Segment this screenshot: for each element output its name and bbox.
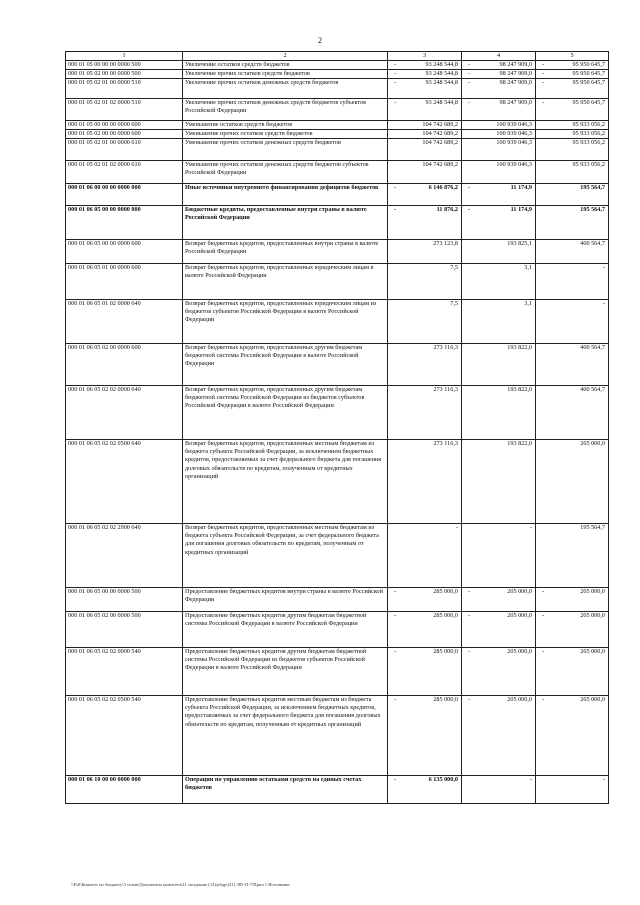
amount-cell: 95 933 056,2 <box>536 130 609 139</box>
description-cell: Бюджетные кредиты, предоставленные внутри страны в валюте Российской Федерации <box>183 206 388 240</box>
table-row <box>66 61 609 70</box>
table-body <box>66 61 609 804</box>
amount-cell: - 6 146 876,2 <box>388 184 462 206</box>
description-cell: Операции по управлению остатками средств на единых счетах бюджетов <box>183 776 388 804</box>
column-header: 2 <box>183 52 388 61</box>
amount-cell: - 6 135 000,0 <box>388 776 462 804</box>
description-cell: Предоставление бюджетных кредитов другим бюджетам бюджетной системы Российской Федерации в валюте Российской Федерации <box>183 612 388 648</box>
amount-cell: 104 742 689,2 <box>388 130 462 139</box>
description-cell: Увеличение прочих остатков денежных средств бюджетов субъектов Российской Федерации <box>183 99 388 121</box>
amount-cell: - <box>462 776 536 804</box>
budget-code-cell: 000 01 06 05 00 00 0000 500 <box>66 588 183 612</box>
amount-cell: 7,5 <box>388 264 462 300</box>
amount-cell: - 11 174,9 <box>462 184 536 206</box>
budget-code-cell: 000 01 06 05 02 02 0000 640 <box>66 386 183 440</box>
amount-cell: 95 933 056,2 <box>536 139 609 161</box>
column-header: 3 <box>388 52 462 61</box>
amount-cell: - 205 000,0 <box>536 696 609 776</box>
description-cell: Возврат бюджетных кредитов, предоставленных местным бюджетам из бюджета субъекта Российской Федерации, за исключением бюджетных кредитов, предоставляемых за счет федерального бюджета для погашения долговых обязательств по кредитам, полученным от кредитных организаций <box>183 440 388 524</box>
amount-cell: - 93 248 544,8 <box>388 61 462 70</box>
budget-code-cell: 000 01 06 05 01 02 0000 640 <box>66 300 183 344</box>
column-header: 5 <box>536 52 609 61</box>
amount-cell: - 285 000,0 <box>388 696 462 776</box>
budget-code-cell: 000 01 05 00 00 00 0000 500 <box>66 61 183 70</box>
amount-cell: - 205 000,0 <box>536 612 609 648</box>
table-row <box>66 696 609 776</box>
amount-cell: - 205 000,0 <box>462 648 536 696</box>
table-row <box>66 99 609 121</box>
amount-cell: - <box>388 524 462 588</box>
column-header: 4 <box>462 52 536 61</box>
amount-cell: 7,5 <box>388 300 462 344</box>
budget-code-cell: 000 01 06 10 00 00 0000 000 <box>66 776 183 804</box>
budget-code-cell: 000 01 05 02 00 00 0000 500 <box>66 70 183 79</box>
table-row <box>66 386 609 440</box>
amount-cell: 193 822,0 <box>462 344 536 386</box>
budget-code-cell: 000 01 06 05 02 02 0500 540 <box>66 696 183 776</box>
table-row <box>66 206 609 240</box>
amount-cell: 100 939 046,3 <box>462 130 536 139</box>
amount-cell: - 98 247 909,0 <box>462 99 536 121</box>
table-row <box>66 300 609 344</box>
amount-cell: - 205 000,0 <box>462 612 536 648</box>
amount-cell: 195 564,7 <box>536 524 609 588</box>
budget-code-cell: 000 01 06 05 00 00 0000 600 <box>66 240 183 264</box>
amount-cell: 100 939 046,3 <box>462 139 536 161</box>
description-cell: Предоставление бюджетных кредитов местным бюджетам из бюджета субъекта Российской Федерации, за исключением бюджетных кредитов, предоставляемых за счет федерального бюджета для погашения долговых обязательств по кредитам, полученным от кредитных организаций <box>183 696 388 776</box>
amount-cell: 205 000,0 <box>536 440 609 524</box>
amount-cell: - <box>462 524 536 588</box>
amount-cell: - <box>536 776 609 804</box>
description-cell: Возврат бюджетных кредитов, предоставленных юридическим лицам из бюджетов субъектов Российской Федерации в валюте Российской Федерации <box>183 300 388 344</box>
description-cell: Предоставление бюджетных кредитов другим бюджетам бюджетной системы Российской Федерации из бюджетов субъектов Российской Федерации в валюте Российской Федерации <box>183 648 388 696</box>
description-cell: Предоставление бюджетных кредитов внутри страны в валюте Российской Федерации <box>183 588 388 612</box>
table-row <box>66 184 609 206</box>
amount-cell: 400 564,7 <box>536 344 609 386</box>
amount-cell: 193 825,1 <box>462 240 536 264</box>
sources-table <box>65 51 609 804</box>
amount-cell: - 93 248 544,8 <box>388 79 462 99</box>
amount-cell: 195 564,7 <box>536 206 609 240</box>
amount-cell: 400 564,7 <box>536 386 609 440</box>
table-row <box>66 344 609 386</box>
amount-cell: 95 933 056,2 <box>536 121 609 130</box>
description-cell: Увеличение прочих остатков средств бюджетов <box>183 70 388 79</box>
amount-cell: - 285 000,0 <box>388 648 462 696</box>
amount-cell: 104 742 689,2 <box>388 121 462 130</box>
page-number: 2 <box>318 36 322 45</box>
amount-cell: - 11 174,9 <box>462 206 536 240</box>
table-row <box>66 264 609 300</box>
amount-cell: 3,1 <box>462 300 536 344</box>
amount-cell: 95 933 056,2 <box>536 161 609 184</box>
description-cell: Возврат бюджетных кредитов, предоставленных внутри страны в валюте Российской Федерации <box>183 240 388 264</box>
table-row <box>66 121 609 130</box>
budget-code-cell: 000 01 05 02 01 00 0000 510 <box>66 79 183 99</box>
amount-cell: - 95 950 645,7 <box>536 61 609 70</box>
table-row <box>66 588 609 612</box>
budget-code-cell: 000 01 06 05 00 00 0000 000 <box>66 206 183 240</box>
table-row <box>66 776 609 804</box>
amount-cell: 273 123,8 <box>388 240 462 264</box>
amount-cell: - 285 000,0 <box>388 588 462 612</box>
file-path-footer: \\Fs0\Комитет по бюджету\3 созыв\Документы комитета\21 заседание (12)\рбдр\(21) 385-П-7\Прил 1 Источники <box>71 882 290 887</box>
amount-cell: - 93 248 544,8 <box>388 99 462 121</box>
budget-code-cell: 000 01 06 05 02 00 0000 600 <box>66 344 183 386</box>
budget-code-cell: 000 01 06 05 01 00 0000 600 <box>66 264 183 300</box>
description-cell: Возврат бюджетных кредитов, предоставленных другим бюджетам бюджетной системы Российской Федерации из бюджетов субъектов Российской Федерации в валюте Российской Федерации <box>183 386 388 440</box>
description-cell: Уменьшение прочих остатков средств бюджетов <box>183 130 388 139</box>
amount-cell: 273 116,3 <box>388 440 462 524</box>
budget-code-cell: 000 01 06 05 02 02 0500 640 <box>66 440 183 524</box>
amount-cell: 193 822,0 <box>462 440 536 524</box>
budget-code-cell: 000 01 06 00 00 00 0000 000 <box>66 184 183 206</box>
amount-cell: - 98 247 909,0 <box>462 61 536 70</box>
amount-cell: 100 939 046,3 <box>462 121 536 130</box>
description-cell: Возврат бюджетных кредитов, предоставленных юридическим лицам в валюте Российской Федерации <box>183 264 388 300</box>
amount-cell: - 285 000,0 <box>388 612 462 648</box>
table-row <box>66 648 609 696</box>
amount-cell: 273 116,3 <box>388 386 462 440</box>
table-row <box>66 130 609 139</box>
amount-cell: - 205 000,0 <box>462 696 536 776</box>
budget-code-cell: 000 01 06 05 02 02 0000 540 <box>66 648 183 696</box>
amount-cell: - 95 950 645,7 <box>536 70 609 79</box>
table-row <box>66 612 609 648</box>
amount-cell: 3,1 <box>462 264 536 300</box>
description-cell: Возврат бюджетных кредитов, предоставленных местным бюджетам из бюджета субъекта Российской Федерации, за счет федерального бюджета для погашения долговых обязательств по кредитам, полученным от кредитных организаций <box>183 524 388 588</box>
column-header: 1 <box>66 52 183 61</box>
table-row <box>66 79 609 99</box>
budget-code-cell: 000 01 05 00 00 00 0000 600 <box>66 121 183 130</box>
amount-cell: - 95 950 645,7 <box>536 79 609 99</box>
description-cell: Уменьшение остатков средств бюджетов <box>183 121 388 130</box>
amount-cell: - 205 000,0 <box>536 648 609 696</box>
table-row <box>66 440 609 524</box>
amount-cell: - 11 876,2 <box>388 206 462 240</box>
amount-cell: - <box>536 300 609 344</box>
table-row <box>66 139 609 161</box>
table-row <box>66 524 609 588</box>
budget-code-cell: 000 01 06 05 02 02 2900 640 <box>66 524 183 588</box>
budget-code-cell: 000 01 05 02 00 00 0000 600 <box>66 130 183 139</box>
budget-code-cell: 000 01 05 02 01 00 0000 610 <box>66 139 183 161</box>
amount-cell: - 98 247 909,0 <box>462 79 536 99</box>
table-row <box>66 161 609 184</box>
amount-cell: - <box>536 264 609 300</box>
table-row <box>66 240 609 264</box>
description-cell: Возврат бюджетных кредитов, предоставленных другим бюджетам бюджетной системы Российской Федерации в валюте Российской Федерации <box>183 344 388 386</box>
amount-cell: 104 742 689,2 <box>388 161 462 184</box>
description-cell: Увеличение прочих остатков денежных средств бюджетов <box>183 79 388 99</box>
amount-cell: 273 116,3 <box>388 344 462 386</box>
budget-code-cell: 000 01 05 02 01 02 0000 510 <box>66 99 183 121</box>
description-cell: Иные источники внутреннего финансирования дефицитов бюджетов <box>183 184 388 206</box>
budget-code-cell: 000 01 05 02 01 02 0000 610 <box>66 161 183 184</box>
amount-cell: - 95 950 645,7 <box>536 99 609 121</box>
amount-cell: 100 939 046,3 <box>462 161 536 184</box>
amount-cell: - 98 247 909,0 <box>462 70 536 79</box>
amount-cell: 400 564,7 <box>536 240 609 264</box>
table-row <box>66 70 609 79</box>
amount-cell: - 93 248 544,8 <box>388 70 462 79</box>
table-header-row <box>66 52 609 61</box>
description-cell: Уменьшение прочих остатков денежных средств бюджетов <box>183 139 388 161</box>
description-cell: Уменьшение прочих остатков денежных средств бюджетов субъектов Российской Федерации <box>183 161 388 184</box>
amount-cell: 193 822,0 <box>462 386 536 440</box>
budget-code-cell: 000 01 06 05 02 00 0000 500 <box>66 612 183 648</box>
amount-cell: - 205 000,0 <box>536 588 609 612</box>
amount-cell: 104 742 689,2 <box>388 139 462 161</box>
amount-cell: - 205 000,0 <box>462 588 536 612</box>
description-cell: Увеличение остатков средств бюджетов <box>183 61 388 70</box>
amount-cell: 195 564,7 <box>536 184 609 206</box>
